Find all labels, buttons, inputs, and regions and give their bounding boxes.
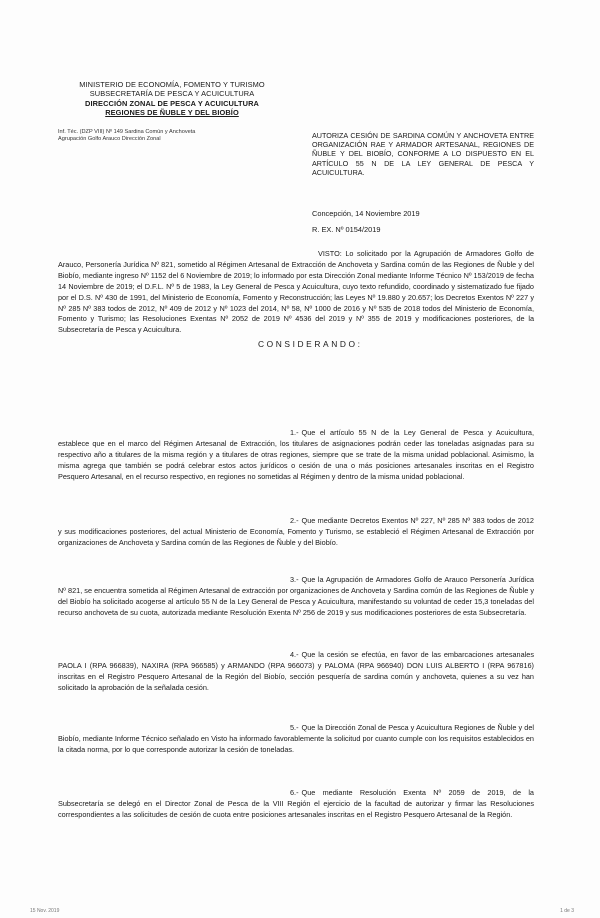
considerando-number: 3.- [290,575,299,584]
considerando-number: 1.- [290,428,299,437]
considerando-text: Que mediante Decretos Exentos Nº 227, Nº 285 Nº 383 todos de 2012 y sus modificaciones posteriores, del actual Ministerio de Economía, Fomento y Turismo, se estableció el Régimen Artesanal de Extracción por organizaciones de Anchoveta y Sardina común de las Regiones de Ñuble y del Biobío. [58,516,534,547]
regions-line: REGIONES DE ÑUBLE Y DEL BIOBÍO [105,108,239,118]
considerando-text: Que la Agrupación de Armadores Golfo de Arauco Personería Jurídica Nº 821, se encuentra sometida al Régimen Artesanal de extracción por organizaciones de Anchoveta y Sardina común de las Regiones de Ñuble y del Biobío ha solicitado acogerse al artículo 55 N de la Ley General de Pesca y Acuicultura, manifestando su voluntad de ceder 15,3 toneladas del recurso anchoveta de su cuota, autorizada mediante Resolución Exenta Nº 256 de 2019 y sus modificaciones posteriores de esta Subsecretaría. [58,575,534,617]
letterhead [72,80,272,118]
reference-line-2: Agrupación Golfo Arauco Dirección Zonal [58,136,161,142]
resolution-number: R. EX. Nº 0154/2019 [312,225,381,234]
considerando-text: Que el artículo 55 N de la Ley General de Pesca y Acuicultura, establece que en el marco del Régimen Artesanal de Extracción, los titulares de asignaciones podrán ceder las toneladas asignadas para su respectivo año a titulares de la misma región y a titulares de otras regiones, siempre que se trate de la misma unidad poblacional. Asimismo, la misma agrega que también se podrá celebrar estos actos jurídicos o cesión de una o más posiciones artesanales inscritas en el Registro Pesquero Artesanal, en el recurso respectivo, en regiones no sometidas al Régimen y dentro de la misma unidad poblacional. [58,428,534,481]
considerando-text: Que la Dirección Zonal de Pesca y Acuicultura Regiones de Ñuble y del Biobío, mediante Informe Técnico señalado en Visto ha informado favorablemente la solicitud por cuanto cumple con los requisitos establecidos en la citada norma, por lo que corresponde autorizar la cesión de toneladas. [58,723,534,754]
reference-line-1: Inf. Téc. (DZP VIII) Nº 149 Sardina Común y Anchoveta [58,129,196,135]
considerando-item-2 [58,516,534,549]
considerando-text: Que la cesión se efectúa, en favor de las embarcaciones artesanales PAOLA I (RPA 966839), NAXIRA (RPA 966585) y ARMANDO (RPA 966073) y PALOMA (RPA 966940) DON LUIS ALBERTO I (RPA 967816) inscritas en el Registro Pesquero Artesanal de la Región del Biobío, sección pesquería de sardina común y anchoveta, quienes a su vez han solicitado la aprobación de la señalada cesión. [58,650,534,692]
subsecretariat-line: SUBSECRETARÍA DE PESCA Y ACUICULTURA [89,89,255,99]
directorate-line: DIRECCIÓN ZONAL DE PESCA Y ACUICULTURA [85,98,259,108]
considerando-item-6 [58,788,534,821]
considerando-number: 2.- [290,516,299,525]
considerando-number: 4.- [290,650,299,659]
footer-left: 15 Nov. 2019 [30,908,60,914]
reference-block [58,129,293,143]
considerando-item-5 [58,723,534,756]
considerando-number: 6.- [290,788,299,797]
considerando-title: CONSIDERANDO: [258,339,363,349]
considerando-text: Que mediante Resolución Exenta Nº 2059 de 2019, de la Subsecretaría se delegó en el Director Zonal de Pesca de la VIII Región el ejercicio de la facultad de autorizar y firmar las Resoluciones correspondientes a las solicitudes de cesión de cuota entre posiciones artesanales inscritas en el Registro Pesquero Artesanal de la Región. [58,788,534,819]
footer-right: 1 de 3 [560,908,574,914]
considerando-item-1 [58,428,534,483]
ministry-line: MINISTERIO DE ECONOMÍA, FOMENTO Y TURISMO [79,80,265,89]
document-date: Concepción, 14 Noviembre 2019 [312,209,420,218]
subject-block: AUTORIZA CESIÓN DE SARDINA COMÚN Y ANCHOVETA ENTRE ORGANIZACIÓN RAE Y ARMADOR ARTESANAL, REGIONES DE ÑUBLE Y DEL BIOBÍO, CONFORME A LO DISPUESTO EN EL ARTÍCULO 55 N DE LA LEY GENERAL DE PESCA Y ACUICULTURA. [312,131,534,177]
considerando-item-3 [58,575,534,619]
visto-paragraph: VISTO: Lo solicitado por la Agrupación de Armadores Golfo de Arauco, Personería Jurídica Nº 821, sometido al Régimen Artesanal de Extracción de Anchoveta y Sardina común de las Regiones de Ñuble y del Biobío, mediante ingreso Nº 1152 del 6 Noviembre de 2019; lo informado por esta Dirección Zonal mediante Informe Técnico Nº 153/2019 de fecha 14 Noviembre de 2019; el D.F.L. Nº 5 de 1983, la Ley General de Pesca y Acuicultura, cuyo texto refundido, coordinado y sistematizado fue fijado por el D.S. Nº 430 de 1991, del Ministerio de Economía, Fomento y Reconstrucción; las Leyes Nº 19.880 y 20.657; los Decretos Exentos Nº 227 y Nº 285 Nº 383 todos de 2012, Nº 409 de 2012 y Nº 1023 del 2014, Nº 58, Nº 1000 de 2016 y Nº 535 de 2018 todos del Ministerio de Economía, Fomento y Turismo; las Resoluciones Exentas Nº 2052 de 2019 Nº 4536 del 2019 y Nº 355 de 2019 y modificaciones posteriores, de la Subsecretaría de Pesca y Acuicultura. [58,249,534,335]
considerando-item-4 [58,650,534,694]
considerando-number: 5.- [290,723,299,732]
